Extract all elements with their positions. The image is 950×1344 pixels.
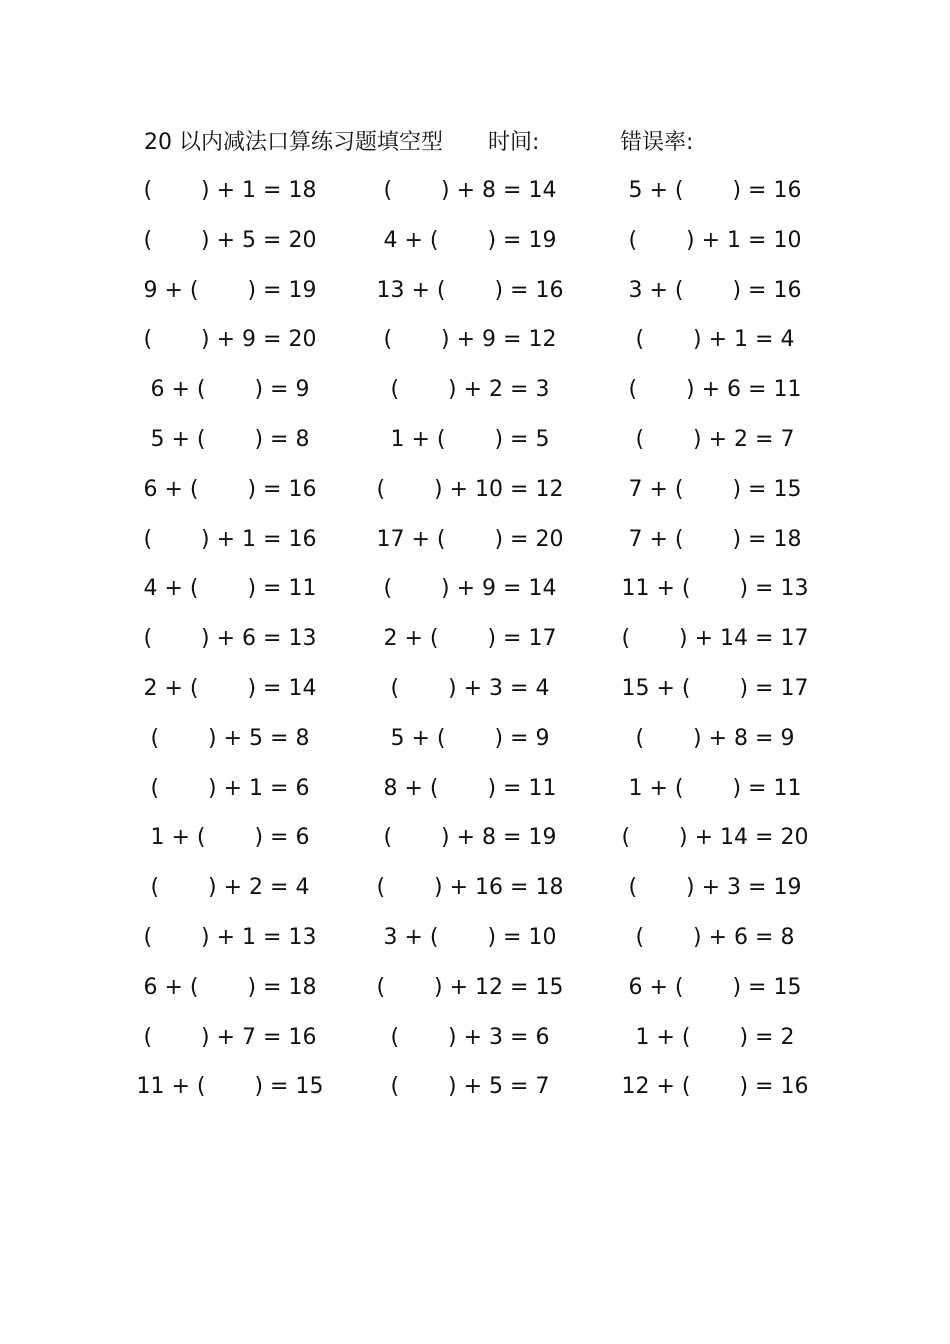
problem-item: 2 + ( ) = 14: [143, 675, 317, 701]
problem-grid: [0, 166, 950, 1112]
problem-row: [0, 714, 950, 764]
problem-row: [0, 1062, 950, 1112]
problem-item: 2 + ( ) = 17: [383, 626, 557, 652]
problem-item: 17 + ( ) = 20: [376, 526, 564, 552]
problem-item: ( ) + 14 = 17: [621, 626, 809, 652]
problem-item: ( ) + 1 = 6: [150, 775, 310, 801]
problem-row: [0, 664, 950, 714]
problem-row: [0, 963, 950, 1013]
problem-item: 3 + ( ) = 10: [383, 924, 557, 950]
problem-item: ( ) + 5 = 7: [390, 1074, 550, 1100]
problem-item: 11 + ( ) = 15: [136, 1074, 324, 1100]
worksheet-title: 20 以内减法口算练习题填空型: [144, 130, 443, 155]
problem-row: [0, 266, 950, 316]
problem-row: [0, 415, 950, 465]
problem-item: 3 + ( ) = 16: [628, 277, 802, 303]
problem-item: 1 + ( ) = 11: [628, 775, 802, 801]
problem-row: [0, 315, 950, 365]
problem-item: 1 + ( ) = 5: [390, 426, 550, 452]
problem-row: [0, 614, 950, 664]
problem-item: 12 + ( ) = 16: [621, 1074, 809, 1100]
problem-item: ( ) + 2 = 3: [390, 377, 550, 403]
problem-row: [0, 515, 950, 565]
problem-item: ( ) + 1 = 13: [143, 924, 317, 950]
problem-item: ( ) + 6 = 8: [635, 924, 795, 950]
problem-row: [0, 465, 950, 515]
problem-item: ( ) + 1 = 16: [143, 526, 317, 552]
problem-item: 6 + ( ) = 15: [628, 974, 802, 1000]
problem-item: 9 + ( ) = 19: [143, 277, 317, 303]
problem-item: ( ) + 3 = 4: [390, 675, 550, 701]
problem-item: ( ) + 1 = 10: [628, 227, 802, 253]
problem-item: ( ) + 16 = 18: [376, 875, 564, 901]
problem-item: ( ) + 8 = 19: [383, 825, 557, 851]
problem-item: 7 + ( ) = 18: [628, 526, 802, 552]
problem-item: ( ) + 1 = 4: [635, 327, 795, 353]
problem-item: 5 + ( ) = 16: [628, 178, 802, 203]
problem-item: 6 + ( ) = 18: [143, 974, 317, 1000]
problem-item: 8 + ( ) = 11: [383, 775, 557, 801]
problem-item: ( ) + 1 = 18: [143, 178, 317, 203]
problem-item: ( ) + 6 = 13: [143, 626, 317, 652]
problem-item: ( ) + 9 = 20: [143, 327, 317, 353]
problem-item: 7 + ( ) = 15: [628, 476, 802, 502]
problem-row: [0, 365, 950, 415]
problem-item: ( ) + 8 = 9: [635, 725, 795, 751]
time-label: 时间:: [488, 130, 540, 155]
problem-item: ( ) + 2 = 4: [150, 875, 310, 901]
problem-row: [0, 764, 950, 814]
problem-row: [0, 863, 950, 913]
problem-item: ( ) + 14 = 20: [621, 825, 809, 851]
problem-row: [0, 564, 950, 614]
problem-item: 4 + ( ) = 19: [383, 227, 557, 253]
problem-item: ( ) + 9 = 14: [383, 576, 557, 602]
problem-item: 13 + ( ) = 16: [376, 277, 564, 303]
problem-row: [0, 813, 950, 863]
error-rate-label: 错误率:: [620, 130, 694, 155]
problem-item: 5 + ( ) = 8: [150, 426, 310, 452]
problem-item: 5 + ( ) = 9: [390, 725, 550, 751]
problem-row: [0, 166, 950, 216]
problem-item: ( ) + 5 = 20: [143, 227, 317, 253]
problem-item: ( ) + 3 = 6: [390, 1024, 550, 1050]
worksheet-header: [0, 126, 950, 160]
problem-item: ( ) + 7 = 16: [143, 1024, 317, 1050]
problem-row: [0, 216, 950, 266]
problem-item: 6 + ( ) = 9: [150, 377, 310, 403]
problem-item: 11 + ( ) = 13: [621, 576, 809, 602]
problem-item: ( ) + 9 = 12: [383, 327, 557, 353]
problem-item: ( ) + 3 = 19: [628, 875, 802, 901]
problem-item: ( ) + 12 = 15: [376, 974, 564, 1000]
problem-row: [0, 1013, 950, 1063]
problem-item: 6 + ( ) = 16: [143, 476, 317, 502]
problem-item: ( ) + 2 = 7: [635, 426, 795, 452]
problem-row: [0, 913, 950, 963]
problem-item: ( ) + 8 = 14: [383, 178, 557, 203]
problem-item: ( ) + 10 = 12: [376, 476, 564, 502]
problem-item: ( ) + 6 = 11: [628, 377, 802, 403]
problem-item: 15 + ( ) = 17: [621, 675, 809, 701]
problem-item: 4 + ( ) = 11: [143, 576, 317, 602]
problem-item: ( ) + 5 = 8: [150, 725, 310, 751]
problem-item: 1 + ( ) = 6: [150, 825, 310, 851]
problem-item: 1 + ( ) = 2: [635, 1024, 795, 1050]
